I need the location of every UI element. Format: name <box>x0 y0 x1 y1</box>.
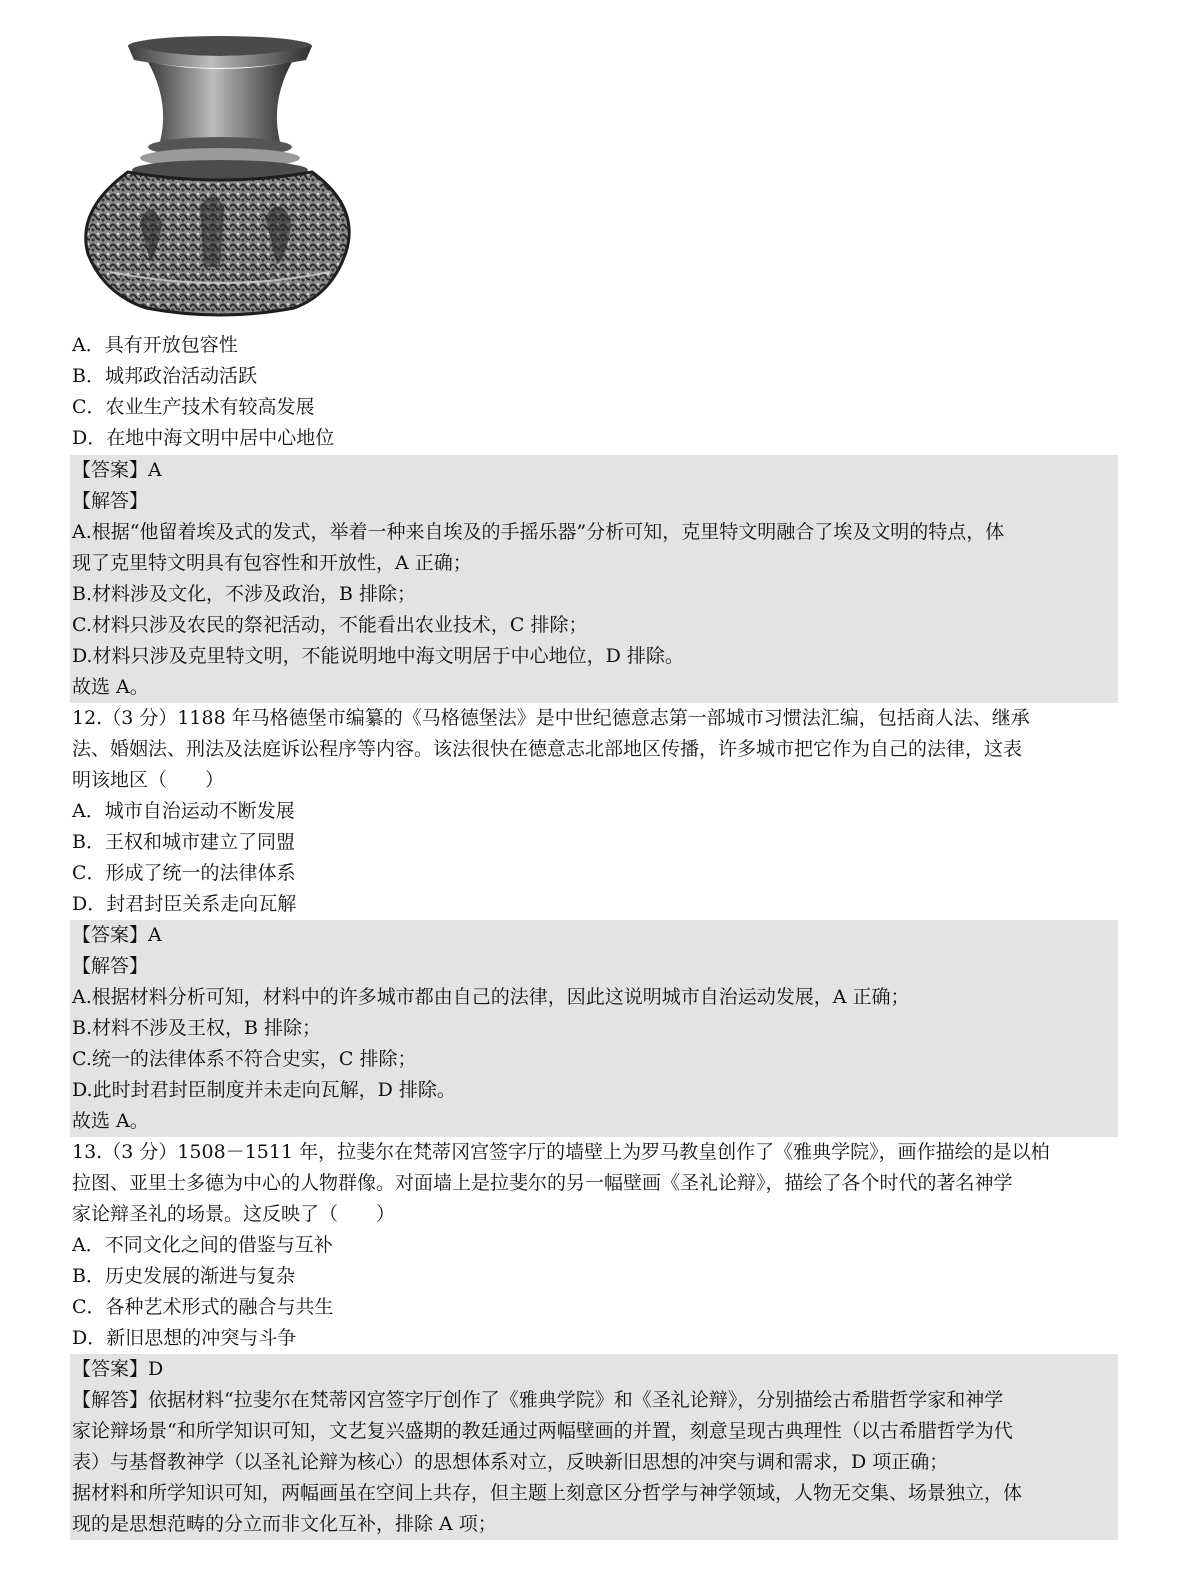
q11-options <box>70 330 1118 454</box>
q11-explain-line: B.材料涉及文化，不涉及政治，B 排除； <box>72 583 417 605</box>
q13-option-a: A．不同文化之间的借鉴与互补 <box>72 1234 333 1256</box>
q13-stem-line: 家论辩圣礼的场景。这反映了（ ） <box>72 1203 396 1225</box>
q11-explain-line: D.材料只涉及克里特文明，不能说明地中海文明居于中心地位，D 排除。 <box>72 645 684 667</box>
q13-option-b: B．历史发展的渐进与复杂 <box>72 1265 295 1287</box>
q11-explain-line: 现了克里特文明具有包容性和开放性，A 正确； <box>72 552 472 574</box>
q12-conclusion: 故选 A。 <box>72 1110 149 1132</box>
q13-explain-line: 家论辩场景“和所学知识可知，文艺复兴盛期的教廷通过两幅壁画的并置，刻意呈现古典理性（以古希腊哲学为代 <box>72 1420 1013 1442</box>
q11-explain-line: C.材料只涉及农民的祭祀活动，不能看出农业技术，C 排除； <box>72 614 588 636</box>
q13-option-d: D．新旧思想的冲突与斗争 <box>72 1327 297 1349</box>
q12-stem-line: 法、婚姻法、刑法及法庭诉讼程序等内容。该法很快在德意志北部地区传播，许多城市把它作为自己的法律，这表 <box>72 738 1023 760</box>
q12-question <box>70 703 1118 920</box>
q12-explain-line: A.根据材料分析可知，材料中的许多城市都由自己的法律，因此这说明城市自治运动发展，A 正确； <box>72 986 910 1008</box>
q13-question <box>70 1137 1118 1354</box>
q13-stem-line: 拉图、亚里士多德为中心的人物群像。对面墙上是拉斐尔的另一幅壁画《圣礼论辩》，描绘了各个时代的著名神学 <box>72 1172 1013 1194</box>
q13-explain-line: 表）与基督教神学（以圣礼论辩为核心）的思想体系对立，反映新旧思想的冲突与调和需求，D 项正确； <box>72 1451 949 1473</box>
q11-option-d: D．在地中海文明中居中心地位 <box>72 427 335 449</box>
vase-illustration <box>70 32 360 317</box>
q11-explain-title: 【解答】 <box>72 490 149 512</box>
q12-answer: 【答案】A <box>72 924 162 946</box>
q13-solution <box>70 1354 1118 1540</box>
q12-explain-line: C.统一的法律体系不符合史实，C 排除； <box>72 1048 417 1070</box>
q11-option-c: C．农业生产技术有较高发展 <box>72 396 315 418</box>
q11-option-b: B．城邦政治活动活跃 <box>72 365 257 387</box>
q12-stem-line: 12.（3 分）1188 年马格德堡市编纂的《马格德堡法》是中世纪德意志第一部城市习惯法汇编，包括商人法、继承 <box>72 707 1030 729</box>
vase-image <box>70 32 360 317</box>
q12-solution <box>70 920 1118 1137</box>
q12-option-a: A．城市自治运动不断发展 <box>72 800 295 822</box>
q12-explain-line: D.此时封君封臣制度并未走向瓦解，D 排除。 <box>72 1079 456 1101</box>
q13-answer: 【答案】D <box>72 1358 164 1380</box>
q13-stem-line: 13.（3 分）1508－1511 年，拉斐尔在梵蒂冈宫签字厅的墙壁上为罗马教皇创作了《雅典学院》，画作描绘的是以柏 <box>72 1141 1050 1163</box>
q11-solution <box>70 455 1118 703</box>
q13-explain-line: 现的是思想范畴的分立而非文化互补，排除 A 项； <box>72 1513 497 1535</box>
q11-conclusion: 故选 A。 <box>72 676 149 698</box>
q13-explain-line: 【解答】依据材料“拉斐尔在梵蒂冈宫签字厅创作了《雅典学院》和《圣礼论辩》，分别描绘古希腊哲学家和神学 <box>72 1389 1004 1411</box>
q13-option-c: C．各种艺术形式的融合与共生 <box>72 1296 334 1318</box>
q12-explain-title: 【解答】 <box>72 955 149 977</box>
q12-option-c: C．形成了统一的法律体系 <box>72 862 296 884</box>
q12-option-d: D．封君封臣关系走向瓦解 <box>72 893 297 915</box>
q13-explain-line: 据材料和所学知识可知，两幅画虽在空间上共存，但主题上刻意区分哲学与神学领域，人物无交集、场景独立，体 <box>72 1482 1023 1504</box>
q11-explain-line: A.根据“他留着埃及式的发式，举着一种来自埃及的手摇乐器”分析可知，克里特文明融合了埃及文明的特点，体 <box>72 521 1005 543</box>
q11-answer: 【答案】A <box>72 459 162 481</box>
q12-explain-line: B.材料不涉及王权，B 排除； <box>72 1017 322 1039</box>
q11-option-a: A．具有开放包容性 <box>72 334 238 356</box>
q12-option-b: B．王权和城市建立了同盟 <box>72 831 295 853</box>
q12-stem-line: 明该地区（ ） <box>72 769 225 791</box>
